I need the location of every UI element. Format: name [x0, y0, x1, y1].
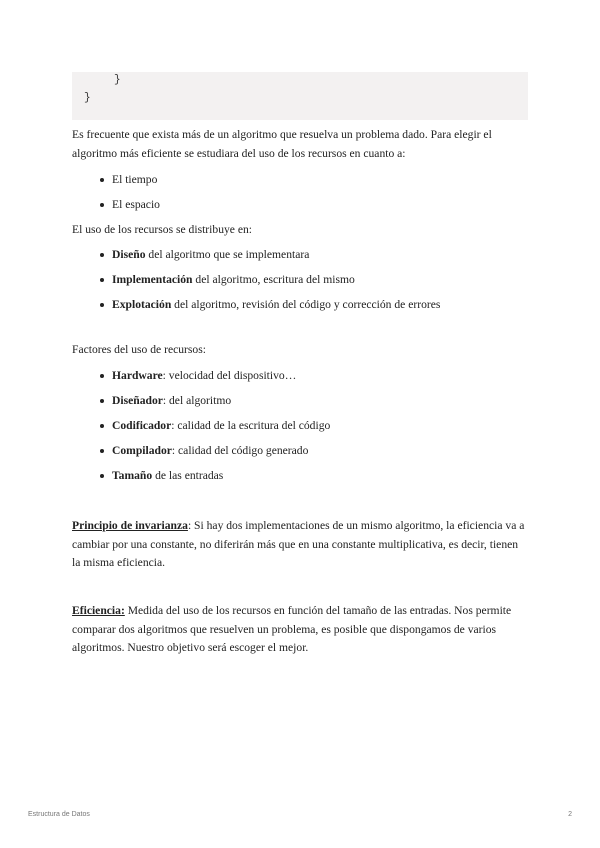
eficiencia-term: Eficiencia:: [72, 604, 125, 617]
list-item: [72, 296, 440, 321]
list-term: Compilador: [112, 444, 172, 457]
paragraph-intro: Es frecuente que exista más de un algoritmo que resuelva un problema dado. Para elegir el algoritmo más eficiente se estudiara del uso de los recursos en cuanto a:: [72, 128, 492, 160]
factors-list: [72, 367, 330, 492]
list-term: Diseño: [112, 248, 146, 261]
paragraph-invarianza: [72, 517, 528, 573]
list-term: Hardware: [112, 369, 163, 382]
code-block: [72, 72, 528, 120]
invarianza-term: Principio de invarianza: [72, 519, 188, 532]
list-text: de las entradas: [152, 469, 224, 482]
list-item: [72, 271, 440, 296]
list-term: Diseñador: [112, 394, 163, 407]
list-term: Tamaño: [112, 469, 153, 482]
list-item: El tiempo: [72, 171, 160, 196]
list-item: [72, 246, 440, 271]
paragraph-eficiencia: [72, 602, 528, 658]
list-text: : velocidad del dispositivo…: [162, 369, 297, 382]
list-text: : del algoritmo: [162, 394, 232, 407]
paragraph-distribution: El uso de los recursos se distribuye en:: [72, 223, 252, 236]
list-item: [72, 392, 330, 417]
eficiencia-text: Medida del uso de los recursos en función del tamaño de las entradas. Nos permite comparar dos algoritmos que resuelven un problema, es posible que dispongamos de varios algoritmos. Nuestro objetivo será escoger el mejor.: [72, 604, 512, 654]
distribution-list: [72, 246, 440, 321]
list-item: El espacio: [72, 196, 160, 221]
footer-title: Estructura de Datos: [28, 811, 90, 818]
list-text: del algoritmo, escritura del mismo: [192, 273, 355, 286]
invarianza-text: : Si hay dos implementaciones de un mismo algoritmo, la eficiencia va a cambiar por una constante, no diferirán más que en una constante multiplicativa, es decir, tienen la misma eficiencia.: [72, 519, 525, 569]
list-text: del algoritmo que se implementara: [145, 248, 310, 261]
list-text: del algoritmo, revisión del código y corrección de errores: [171, 298, 441, 311]
list-term: Codificador: [112, 419, 172, 432]
code-line: }: [114, 74, 121, 86]
paragraph-factors: Factores del uso de recursos:: [72, 343, 206, 356]
list-item: [72, 467, 330, 492]
list-item: [72, 442, 330, 467]
list-term: Implementación: [112, 273, 193, 286]
list-term: Explotación: [112, 298, 172, 311]
list-item: [72, 367, 330, 392]
list-text: : calidad del código generado: [171, 444, 309, 457]
code-line: }: [84, 92, 91, 104]
resource-list: [72, 171, 160, 221]
list-item: [72, 417, 330, 442]
page-number: 2: [568, 811, 572, 818]
list-text: : calidad de la escritura del código: [171, 419, 331, 432]
